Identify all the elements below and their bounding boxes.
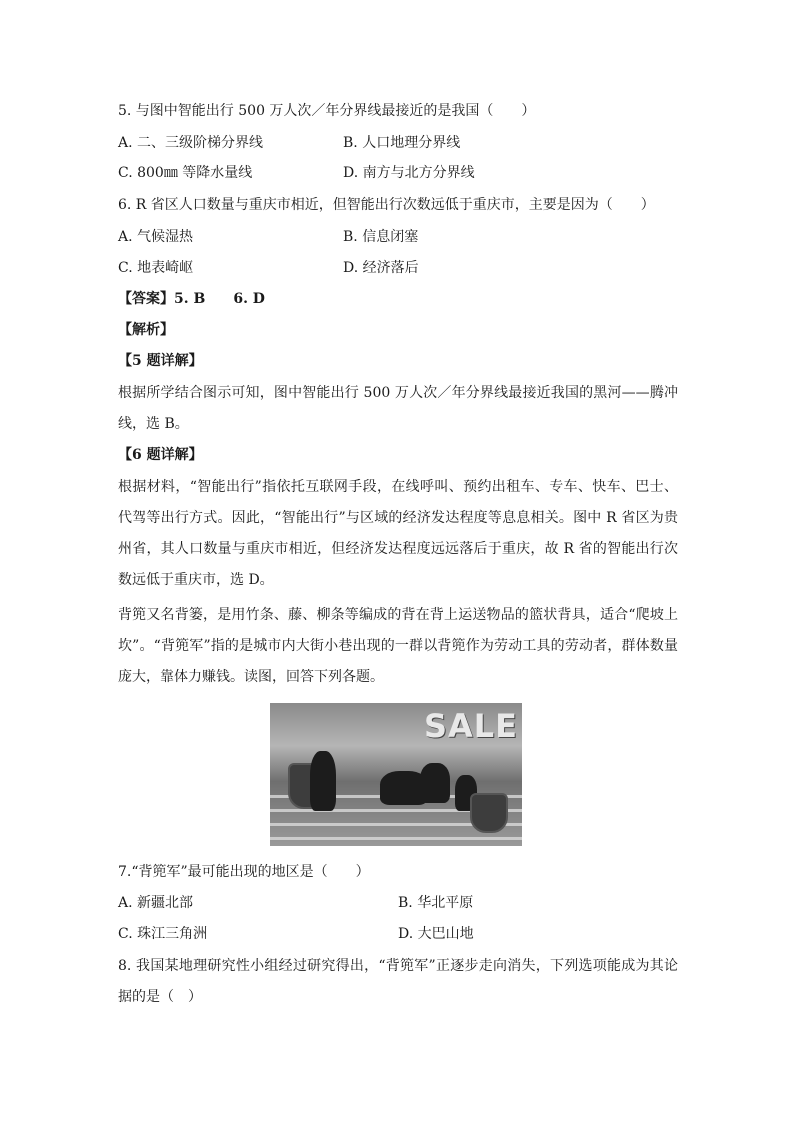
answer-line: 【答案】5. B 6. D	[118, 291, 265, 307]
analysis-label: 【解析】	[118, 322, 174, 338]
q5-stem: 5. 与图中智能出行 500 万人次／年分界线最接近的是我国（ ）	[118, 103, 536, 119]
sale-sign: SALE	[423, 707, 518, 745]
q6-option-c: C. 地表崎岖	[118, 260, 194, 276]
q5-option-b: B. 人口地理分界线	[343, 135, 461, 151]
q8-stem: 8. 我国某地理研究性小组经过研究得出，“背篼军”正逐步走向消失，下列选项能成为其论据的是（ ）	[118, 958, 678, 1005]
q7-option-c: C. 珠江三角洲	[118, 926, 208, 942]
q7-option-b: B. 华北平原	[398, 895, 474, 911]
q6-detail-text: 根据材料，“智能出行”指依托互联网手段，在线呼叫、预约出租车、专车、快车、巴士、代驾等出行方式。因此，“智能出行”与区域的经济发达程度等息息相关。图中 R 省区为贵州省，其人口数量与重庆市相近，但经济发达程度远远落后于重庆，故 R 省的智能出行次数远低于重庆市，选 D。	[118, 479, 678, 588]
q6-detail-label: 【6 题详解】	[118, 447, 203, 463]
q5-detail-text: 根据所学结合图示可知，图中智能出行 500 万人次／年分界线最接近我国的黑河——腾冲线，选 B。	[118, 385, 678, 432]
q7-stem: 7.“背篼军”最可能出现的地区是（ ）	[118, 864, 370, 880]
q6-stem: 6. R 省区人口数量与重庆市相近，但智能出行次数远低于重庆市，主要是因为（ ）	[118, 197, 655, 213]
q7-option-a: A. 新疆北部	[118, 895, 194, 911]
q5-option-c: C. 800㎜ 等降水量线	[118, 165, 253, 181]
q5-option-a: A. 二、三级阶梯分界线	[118, 135, 264, 151]
porter-figure	[420, 763, 450, 803]
q5-detail-label: 【5 题详解】	[118, 353, 203, 369]
q7-option-d: D. 大巴山地	[398, 926, 474, 942]
q5-option-d: D. 南方与北方分界线	[343, 165, 475, 181]
porter-figure	[310, 751, 336, 811]
basket-shape	[470, 793, 508, 833]
material-intro: 背篼又名背篓，是用竹条、藤、柳条等编成的背在背上运送物品的篮状背具，适合“爬坡上坎”。“背篼军”指的是城市内大街小巷出现的一群以背篼作为劳动工具的劳动者，群体数量庞大，靠体力赚钱。读图，回答下列各题。	[118, 607, 678, 685]
q6-option-d: D. 经济落后	[343, 260, 419, 276]
q6-option-b: B. 信息闭塞	[343, 229, 419, 245]
q6-option-a: A. 气候湿热	[118, 229, 194, 245]
porters-photo	[270, 703, 522, 846]
